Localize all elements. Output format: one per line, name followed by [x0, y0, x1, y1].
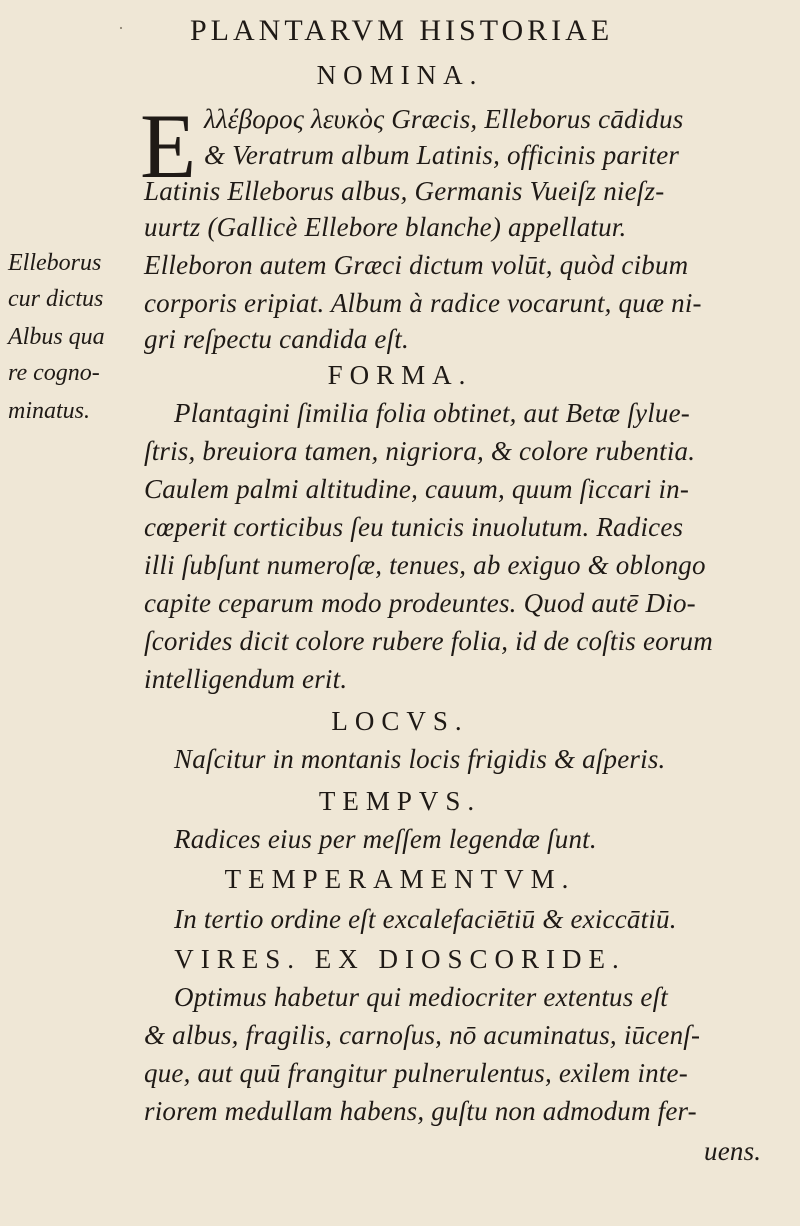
margin-note-line-4: re cogno-	[8, 360, 100, 386]
vires-line-3: que, aut quū frangitur pulnerulentus, exilem inte-	[144, 1058, 688, 1088]
tempus-text: Radices eius per meſſem legendæ ſunt.	[174, 824, 597, 854]
section-heading-nomina: NOMINA.	[316, 60, 484, 90]
drop-cap: E	[140, 95, 197, 197]
section-heading-forma: FORMA.	[327, 360, 473, 390]
nomina-line-7: gri reſpectu candida eſt.	[144, 324, 409, 354]
margin-note-line-1: Elleborus	[8, 250, 102, 276]
margin-note-line-5: minatus.	[8, 398, 91, 424]
forma-line-8: intelligendum erit.	[144, 664, 348, 694]
forma-line-4: cœperit corticibus ſeu tunicis inuolutum. Radices	[144, 512, 684, 542]
nomina-line-1: λλέβορος λευκὸς Græcis, Elleborus cādidus	[204, 104, 684, 134]
margin-note-line-2: cur dictus	[8, 286, 104, 312]
vires-line-1: Optimus habetur qui mediocriter extentus eſt	[174, 982, 668, 1012]
section-heading-locus: LOCVS.	[331, 706, 469, 736]
nomina-line-2: & Veratrum album Latinis, officinis pariter	[204, 140, 680, 170]
section-heading-temperamentum: TEMPERAMENTVM.	[224, 864, 576, 894]
forma-line-1: Plantagini ſimilia folia obtinet, aut Betæ ſylue-	[174, 398, 690, 428]
forma-line-7: ſcorides dicit colore rubere folia, id de coſtis eorum	[144, 626, 713, 656]
margin-mark: ·	[118, 18, 124, 38]
forma-line-6: capite ceparum modo prodeuntes. Quod autē Dio-	[144, 588, 696, 618]
margin-note-line-3: Albus qua	[8, 324, 105, 350]
section-heading-tempus: TEMPVS.	[318, 786, 482, 816]
temperamentum-text: In tertio ordine eſt excalefaciētiū & exiccātiū.	[174, 904, 677, 934]
vires-line-5: uens.	[704, 1136, 762, 1166]
forma-line-5: illi ſubſunt numeroſæ, tenues, ab exiguo & oblongo	[144, 550, 706, 580]
section-heading-vires: VIRES. EX DIOSCORIDE.	[174, 944, 626, 974]
running-head: PLANTARVM HISTORIAE	[190, 14, 614, 47]
nomina-line-5: Elleboron autem Græci dictum volūt, quòd cibum	[144, 250, 689, 280]
nomina-line-3: Latinis Elleborus albus, Germanis Vueiſz nieſz-	[144, 176, 665, 206]
locus-text: Naſcitur in montanis locis frigidis & aſperis.	[174, 744, 666, 774]
vires-line-4: riorem medullam habens, guſtu non admodum fer-	[144, 1096, 697, 1126]
nomina-line-4: uurtz (Gallicè Ellebore blanche) appellatur.	[144, 212, 627, 242]
forma-line-2: ſtris, breuiora tamen, nigriora, & colore rubentia.	[144, 436, 696, 466]
vires-line-2: & albus, fragilis, carnoſus, nō acuminatus, iūcenſ-	[144, 1020, 701, 1050]
forma-line-3: Caulem palmi altitudine, cauum, quum ſiccari in-	[144, 474, 690, 504]
nomina-line-6: corporis eripiat. Album à radice vocarunt, quæ ni-	[144, 288, 702, 318]
